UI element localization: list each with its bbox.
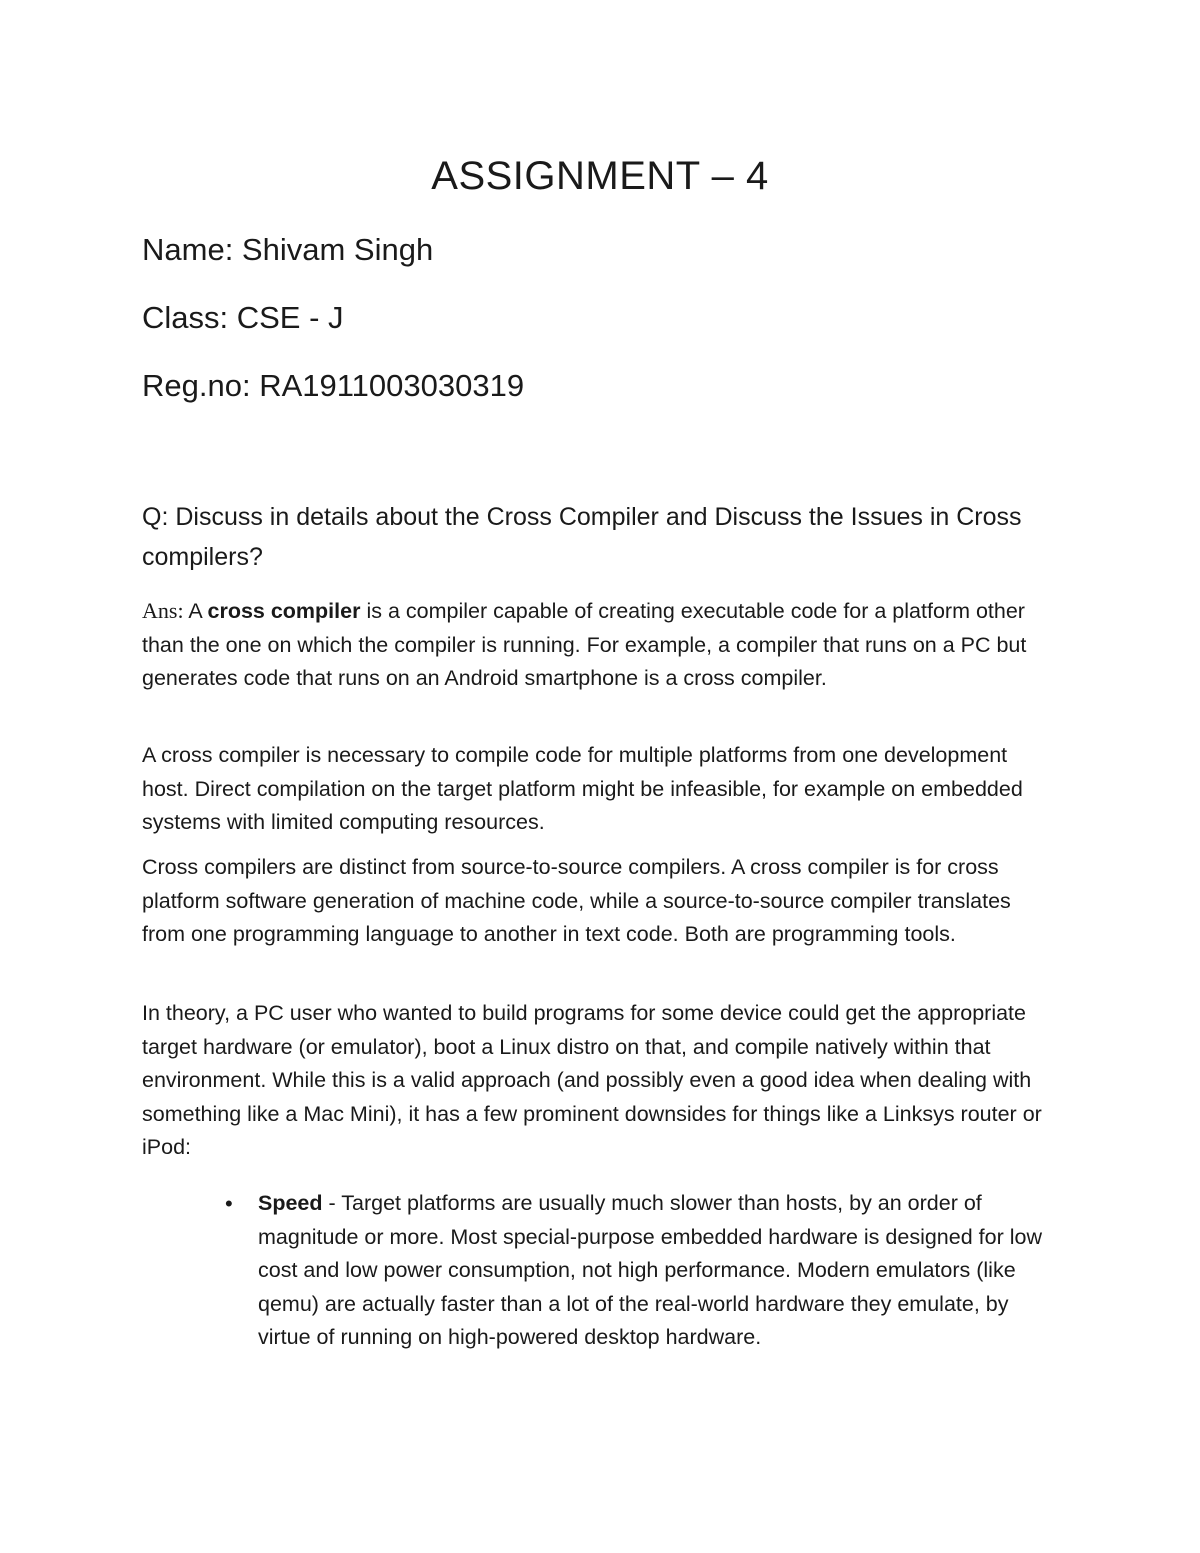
bullet-separator: - [322, 1191, 342, 1215]
bullet-term: Speed [258, 1191, 323, 1215]
bullet-icon: • [225, 1191, 233, 1216]
answer-paragraph-2: A cross compiler is necessary to compile code for multiple platforms from one development host. Direct compilation on the target platform might be infeasible, for example on embedded systems with limited computing resources. [142, 743, 1023, 834]
answer-paragraph-3: Cross compilers are distinct from source-to-source compilers. A cross compiler is for cross platform software generation of machine code, while a source-to-source compiler translates from one programming language to another in text code. Both are programming tools. [142, 855, 1011, 946]
bullet-text: Target platforms are usually much slower than hosts, by an order of magnitude or more. Most special-purpose embedded hardware is designed for low cost and low power consumption, not high performance. Modern emulators (like qemu) are actually faster than a lot of the real-world hardware they emulate, by virtue of running on high-powered desktop hardware. [258, 1191, 1042, 1349]
answer-paragraph-4: In theory, a PC user who wanted to build programs for some device could get the appropriate target hardware (or emulator), boot a Linux distro on that, and compile natively within that environment. While this is a valid approach (and possibly even a good idea when dealing with something like a Mac Mini), it has a few prominent downsides for things like a Linksys router or iPod: [142, 1001, 1042, 1159]
student-class: Class: CSE - J [142, 300, 344, 335]
question-text: Q: Discuss in details about the Cross Compiler and Discuss the Issues in Cross compilers? [142, 503, 1022, 571]
student-name: Name: Shivam Singh [142, 232, 434, 267]
list-item [225, 1187, 1048, 1355]
answer-paragraph-1-rest: is a compiler capable of creating executable code for a platform other than the one on which the compiler is running. For example, a compiler that runs on a PC but generates code that runs on an Android smartphone is a cross compiler. [142, 599, 1027, 690]
answer-label: Ans: [142, 598, 184, 623]
cross-compiler-term: cross compiler [207, 599, 361, 623]
answer-paragraph-1 [142, 594, 1057, 696]
answer-lead: A [188, 599, 202, 623]
registration-number: Reg.no: RA1911003030319 [142, 368, 525, 403]
document-title: ASSIGNMENT – 4 [431, 154, 769, 198]
downsides-list [225, 1187, 1048, 1355]
